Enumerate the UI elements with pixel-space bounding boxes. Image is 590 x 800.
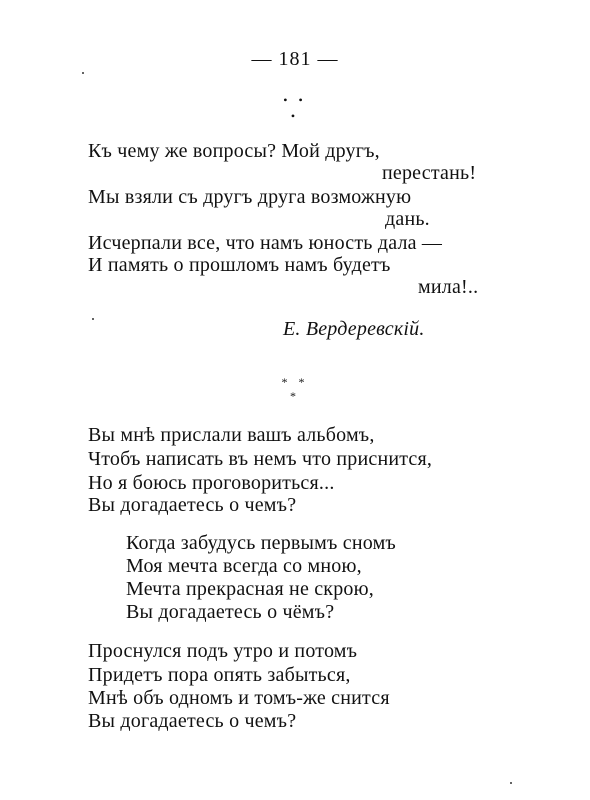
poem-2-stanza-1-line: Чтобъ написать въ немъ что приснится, bbox=[88, 448, 433, 470]
poem-1-line: Къ чему же вопросы? Мой другъ, bbox=[88, 140, 380, 162]
poem-2-stanza-2-line: Мечта прекрасная не скрою, bbox=[126, 578, 374, 600]
separator-dots-top: • • bbox=[283, 93, 307, 107]
separator-dots-bottom: • bbox=[290, 109, 300, 123]
page-number: — 181 — bbox=[251, 48, 339, 70]
poem-1-line: мила!.. bbox=[418, 276, 479, 298]
poem-2-stanza-3-line: Придетъ пора опять забыться, bbox=[88, 664, 351, 686]
poem-2-stanza-3-line: Проснулся подъ утро и потомъ bbox=[88, 640, 358, 662]
print-speck bbox=[510, 782, 512, 784]
poem-1-line: Мы взяли съ другъ друга возможную bbox=[88, 186, 412, 208]
poem-2-stanza-2-line: Моя мечта всегда со мною, bbox=[126, 555, 362, 577]
poem-1-line: перестань! bbox=[382, 162, 477, 184]
print-speck bbox=[82, 72, 84, 74]
poem-2-stanza-1-line: Вы мнѣ прислали вашъ альбомъ, bbox=[88, 424, 375, 446]
poem-2-stanza-1-line: Но я боюсь проговориться... bbox=[88, 472, 335, 494]
poem-2-stanza-2-line: Когда забудусь первымъ сномъ bbox=[126, 532, 396, 554]
print-speck bbox=[92, 318, 94, 320]
author-signature: Е. Вердеревскій. bbox=[283, 318, 425, 340]
separator-asterisks-top: * * bbox=[281, 375, 309, 389]
poem-2-stanza-3-line: Вы догадаетесь о чемъ? bbox=[88, 710, 297, 732]
poem-2-stanza-2-line: Вы догадаетесь о чёмъ? bbox=[126, 601, 335, 623]
separator-asterisks-bottom: * bbox=[290, 389, 300, 403]
poem-1-line: дань. bbox=[385, 208, 430, 230]
poem-2-stanza-3-line: Мнѣ объ одномъ и томъ-же снится bbox=[88, 687, 390, 709]
poem-1-line: И память о прошломъ намъ будетъ bbox=[88, 254, 391, 276]
poem-1-line: Исчерпали все, что намъ юность дала — bbox=[88, 232, 443, 254]
poem-2-stanza-1-line: Вы догадаетесь о чемъ? bbox=[88, 494, 297, 516]
